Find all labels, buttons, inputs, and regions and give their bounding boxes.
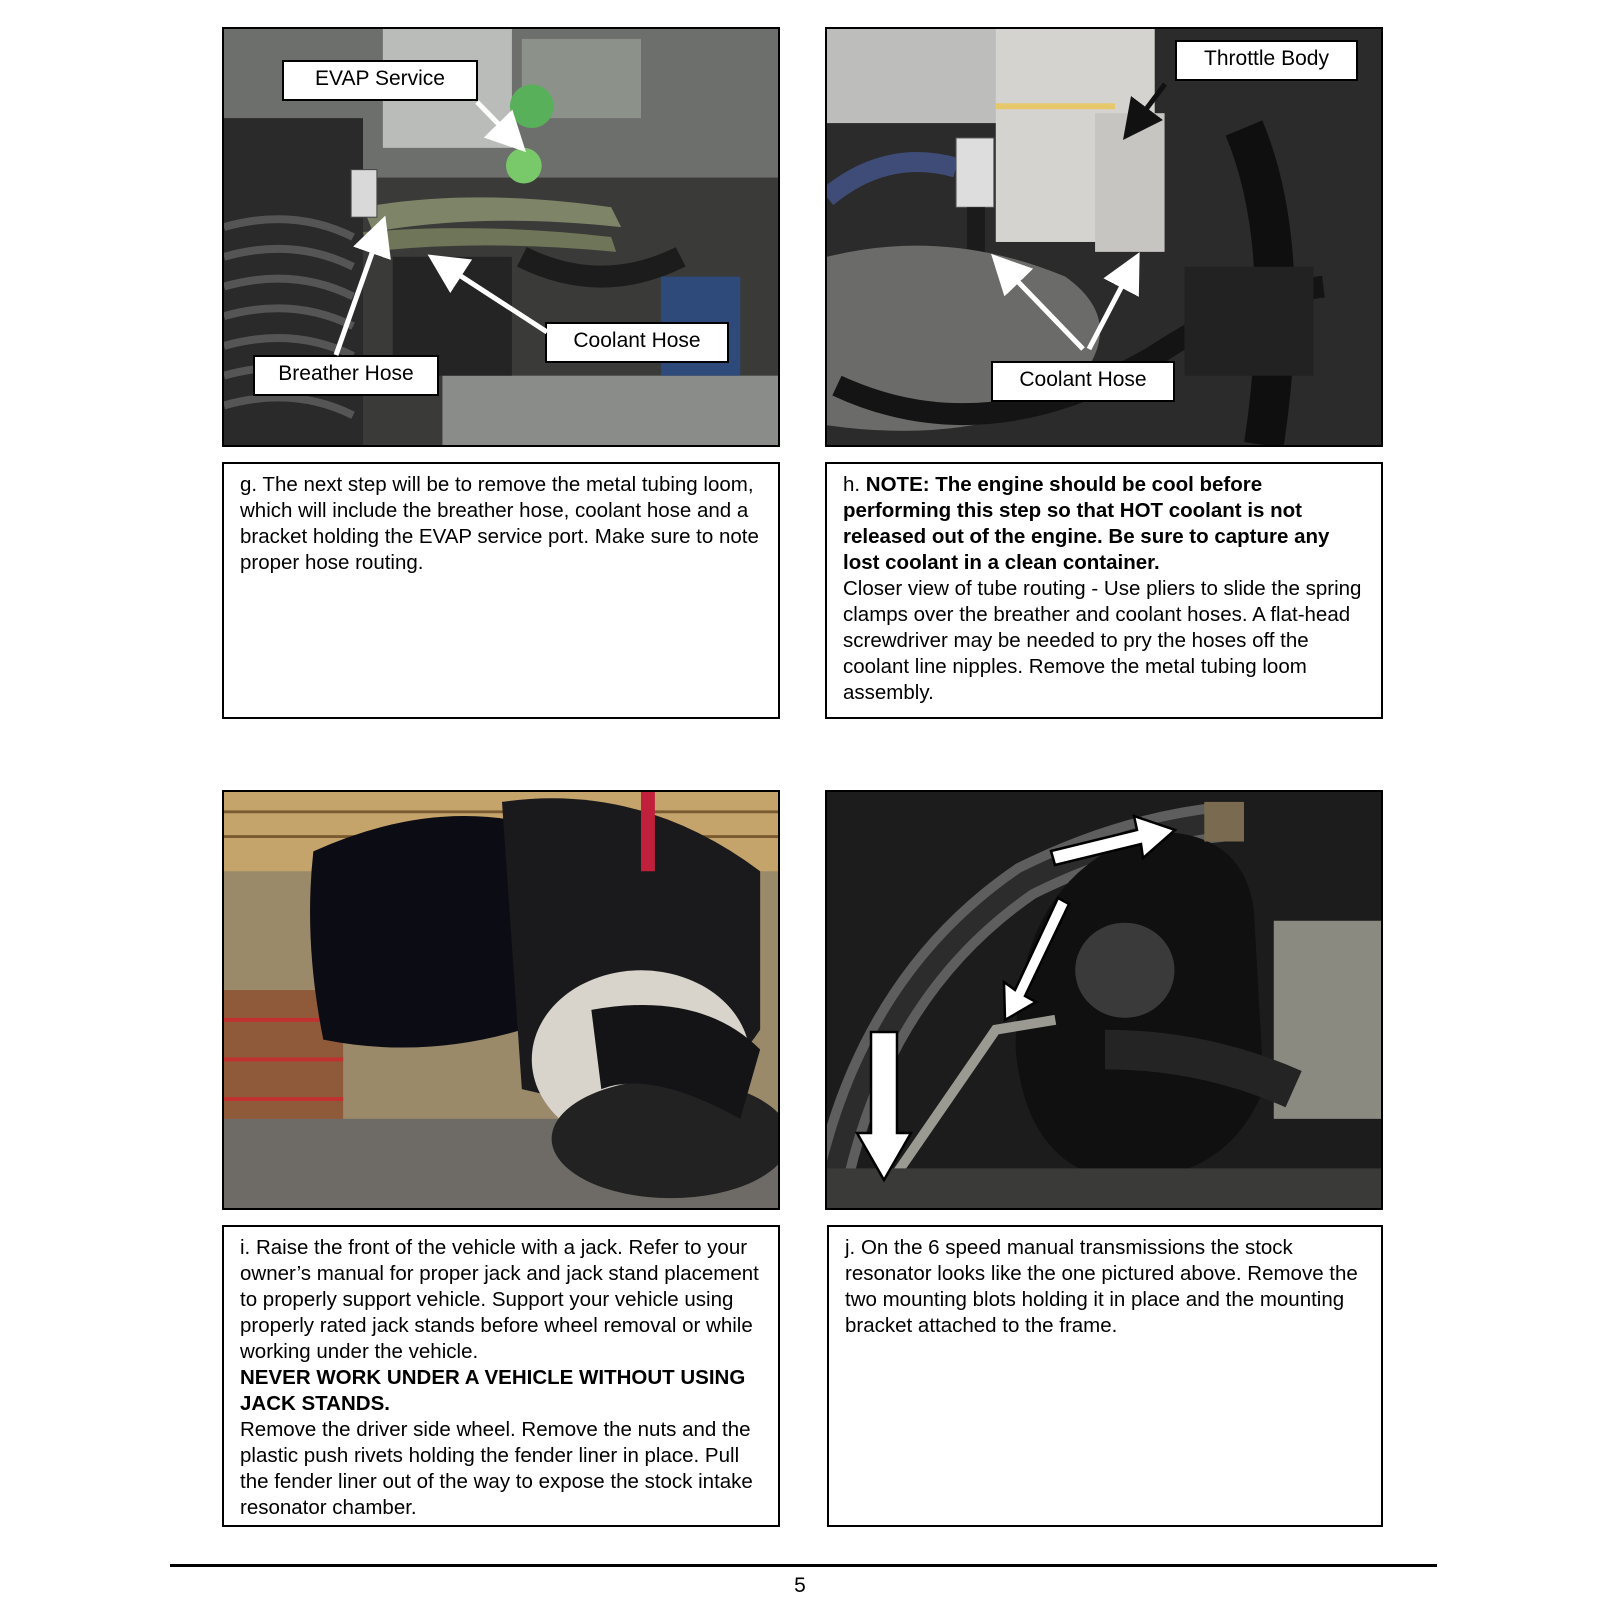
label-breather-hose: Breather Hose [253,355,439,396]
arrow-j-middle [1004,898,1069,1020]
arrow-j-bottom [857,1032,911,1180]
step-i-text-box [222,1225,780,1527]
arrow-throttle [1129,84,1165,132]
step-h-text: Closer view of tube routing - Use pliers to slide the spring clamps over the breather and coolant hoses. A flat-head screwdriver may be needed to pry the hoses off the coolant line nipples. Remove the metal tubing loom assembly. [843,577,1362,704]
arrow-coolant-g [436,260,547,332]
arrow-coolant-h-right [1089,261,1135,349]
arrow-j-top [1051,816,1175,865]
step-i-text2: Remove the driver side wheel. Remove the nuts and the plastic push rivets holding the fender liner in place. Pull the fender liner out of the way to expose the stock intake resonator chamber. [240,1418,753,1519]
arrows-g-overlay [222,27,780,447]
arrow-breather [336,225,382,355]
arrow-evap [477,102,519,145]
step-j-text-box [827,1225,1383,1527]
step-h-prefix: h. [843,473,866,496]
step-g-text-box [222,462,780,719]
photo-i-raised-vehicle [222,790,780,1210]
page-number: 5 [794,1574,806,1597]
step-j-text: j. On the 6 speed manual transmissions the stock resonator looks like the one pictured above. Remove the two mounting blots holding it in place and the mounting bracket attached to the frame. [845,1236,1358,1337]
step-h-text-box [825,462,1383,719]
label-evap-service: EVAP Service [282,60,478,101]
step-i-warning: NEVER WORK UNDER A VEHICLE WITHOUT USING JACK STANDS. [240,1366,746,1415]
label-coolant-hose-h: Coolant Hose [991,361,1175,402]
footer-rule [170,1564,1437,1567]
label-coolant-hose-g: Coolant Hose [545,322,729,363]
step-i-text1: i. Raise the front of the vehicle with a jack. Refer to your owner’s manual for proper jack and jack stand placement to properly support vehicle. Support your vehicle using properly rated jack stands before wheel removal or while working under the vehicle. [240,1236,759,1363]
arrows-j-overlay [825,790,1383,1210]
step-g-text: g. The next step will be to remove the metal tubing loom, which will include the breather hose, coolant hose and a bracket holding the EVAP service port. Make sure to note proper hose routing. [240,473,759,574]
arrows-h-overlay [825,27,1383,447]
step-h-note: NOTE: The engine should be cool before performing this step so that HOT coolant is not released out of the engine. Be sure to capture any lost coolant in a clean container. [843,473,1330,574]
arrow-coolant-h-left [998,261,1083,349]
label-throttle-body: Throttle Body [1175,40,1358,81]
